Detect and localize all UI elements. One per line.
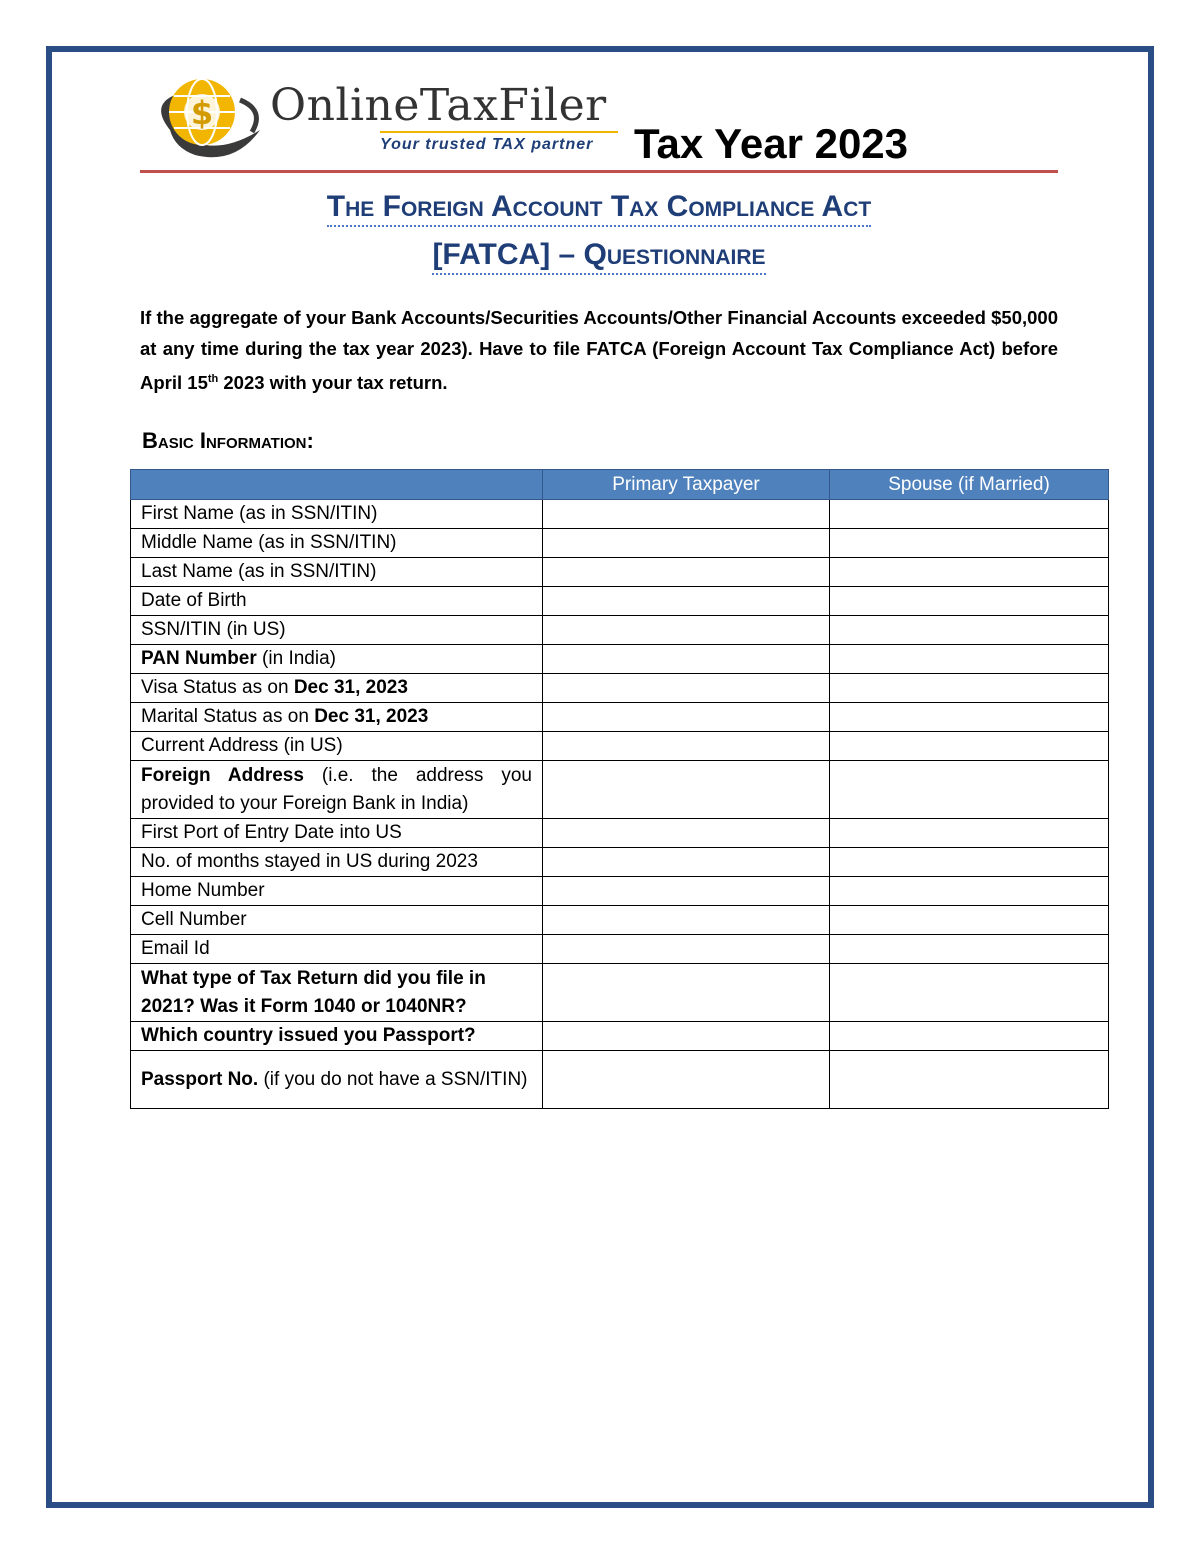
row-label: Email Id	[131, 935, 543, 964]
table-row	[131, 877, 1109, 906]
row-label: No. of months stayed in US during 2023	[131, 848, 543, 877]
table-row	[131, 1051, 1109, 1109]
table-row	[131, 500, 1109, 529]
primary-taxpayer-cell[interactable]	[543, 529, 830, 558]
table-row	[131, 935, 1109, 964]
primary-taxpayer-cell[interactable]	[543, 703, 830, 732]
page-title-line-2	[140, 238, 1058, 272]
spouse-cell[interactable]	[830, 935, 1109, 964]
row-label: Cell Number	[131, 906, 543, 935]
row-label: Date of Birth	[131, 587, 543, 616]
primary-taxpayer-cell[interactable]	[543, 558, 830, 587]
row-label: Which country issued you Passport?	[131, 1022, 543, 1051]
row-label: Last Name (as in SSN/ITIN)	[131, 558, 543, 587]
spouse-cell[interactable]	[830, 500, 1109, 529]
primary-taxpayer-cell[interactable]	[543, 819, 830, 848]
table-header-row	[131, 470, 1109, 500]
spouse-cell[interactable]	[830, 848, 1109, 877]
row-label: What type of Tax Return did you file in 2021? Was it Form 1040 or 1040NR?	[131, 964, 543, 1022]
spouse-cell[interactable]	[830, 761, 1109, 819]
table-row	[131, 732, 1109, 761]
row-label: Middle Name (as in SSN/ITIN)	[131, 529, 543, 558]
brand-tagline: Your trusted TAX partner	[380, 136, 594, 153]
table-row	[131, 761, 1109, 819]
row-label: First Name (as in SSN/ITIN)	[131, 500, 543, 529]
title-line-2-text: [FATCA] – Questionnaire	[432, 238, 765, 275]
basic-info-table	[130, 469, 1109, 1109]
spouse-cell[interactable]	[830, 674, 1109, 703]
header-primary-taxpayer: Primary Taxpayer	[543, 470, 830, 500]
row-label: PAN Number (in India)	[131, 645, 543, 674]
spouse-cell[interactable]	[830, 558, 1109, 587]
primary-taxpayer-cell[interactable]	[543, 906, 830, 935]
row-label: Foreign Address (i.e. the address you provided to your Foreign Bank in India)	[131, 761, 543, 819]
table-row	[131, 674, 1109, 703]
spouse-cell[interactable]	[830, 819, 1109, 848]
intro-paragraph	[140, 302, 1058, 398]
primary-taxpayer-cell[interactable]	[543, 877, 830, 906]
row-label: Visa Status as on Dec 31, 2023	[131, 674, 543, 703]
primary-taxpayer-cell[interactable]	[543, 1051, 830, 1109]
row-label: Current Address (in US)	[131, 732, 543, 761]
logo-dollar-sign: $	[190, 94, 214, 132]
table-row	[131, 587, 1109, 616]
spouse-cell[interactable]	[830, 616, 1109, 645]
primary-taxpayer-cell[interactable]	[543, 732, 830, 761]
table-row	[131, 906, 1109, 935]
row-label: SSN/ITIN (in US)	[131, 616, 543, 645]
title-line-1-text: The Foreign Account Tax Compliance Act	[327, 190, 871, 227]
table-row	[131, 703, 1109, 732]
brand-name: OnlineTaxFiler	[270, 80, 607, 131]
spouse-cell[interactable]	[830, 732, 1109, 761]
primary-taxpayer-cell[interactable]	[543, 848, 830, 877]
table-row	[131, 1022, 1109, 1051]
spouse-cell[interactable]	[830, 645, 1109, 674]
header-divider	[140, 170, 1058, 173]
row-label: Passport No. (if you do not have a SSN/ITIN)	[131, 1051, 543, 1109]
table-row	[131, 819, 1109, 848]
primary-taxpayer-cell[interactable]	[543, 616, 830, 645]
intro-superscript: th	[207, 373, 219, 385]
table-row	[131, 529, 1109, 558]
table-row	[131, 558, 1109, 587]
header-label-column	[131, 470, 543, 500]
spouse-cell[interactable]	[830, 1051, 1109, 1109]
row-label: Home Number	[131, 877, 543, 906]
tagline-underline	[380, 131, 618, 133]
primary-taxpayer-cell[interactable]	[543, 1022, 830, 1051]
spouse-cell[interactable]	[830, 877, 1109, 906]
table-row	[131, 848, 1109, 877]
spouse-cell[interactable]	[830, 529, 1109, 558]
primary-taxpayer-cell[interactable]	[543, 935, 830, 964]
spouse-cell[interactable]	[830, 964, 1109, 1022]
primary-taxpayer-cell[interactable]	[543, 674, 830, 703]
primary-taxpayer-cell[interactable]	[543, 587, 830, 616]
spouse-cell[interactable]	[830, 587, 1109, 616]
table-row	[131, 645, 1109, 674]
table-row	[131, 616, 1109, 645]
page-title-line-1	[140, 190, 1058, 224]
spouse-cell[interactable]	[830, 1022, 1109, 1051]
table-row	[131, 964, 1109, 1022]
intro-text-1: If the aggregate of your Bank Accounts/Securities Accounts/Other Financial Accounts exceeded $50,000 at any time during the tax year 2023). Have to file FATCA (Foreign Account Tax Compliance Act) before April 15	[140, 307, 1058, 394]
row-label: Marital Status as on Dec 31, 2023	[131, 703, 543, 732]
primary-taxpayer-cell[interactable]	[543, 761, 830, 819]
primary-taxpayer-cell[interactable]	[543, 645, 830, 674]
spouse-cell[interactable]	[830, 703, 1109, 732]
section-heading-basic-info: Basic Information:	[142, 428, 314, 453]
intro-text-2: 2023 with your tax return.	[218, 372, 448, 394]
row-label: First Port of Entry Date into US	[131, 819, 543, 848]
spouse-cell[interactable]	[830, 906, 1109, 935]
header-spouse: Spouse (if Married)	[830, 470, 1109, 500]
primary-taxpayer-cell[interactable]	[543, 964, 830, 1022]
primary-taxpayer-cell[interactable]	[543, 500, 830, 529]
tax-year-heading: Tax Year 2023	[634, 120, 909, 167]
